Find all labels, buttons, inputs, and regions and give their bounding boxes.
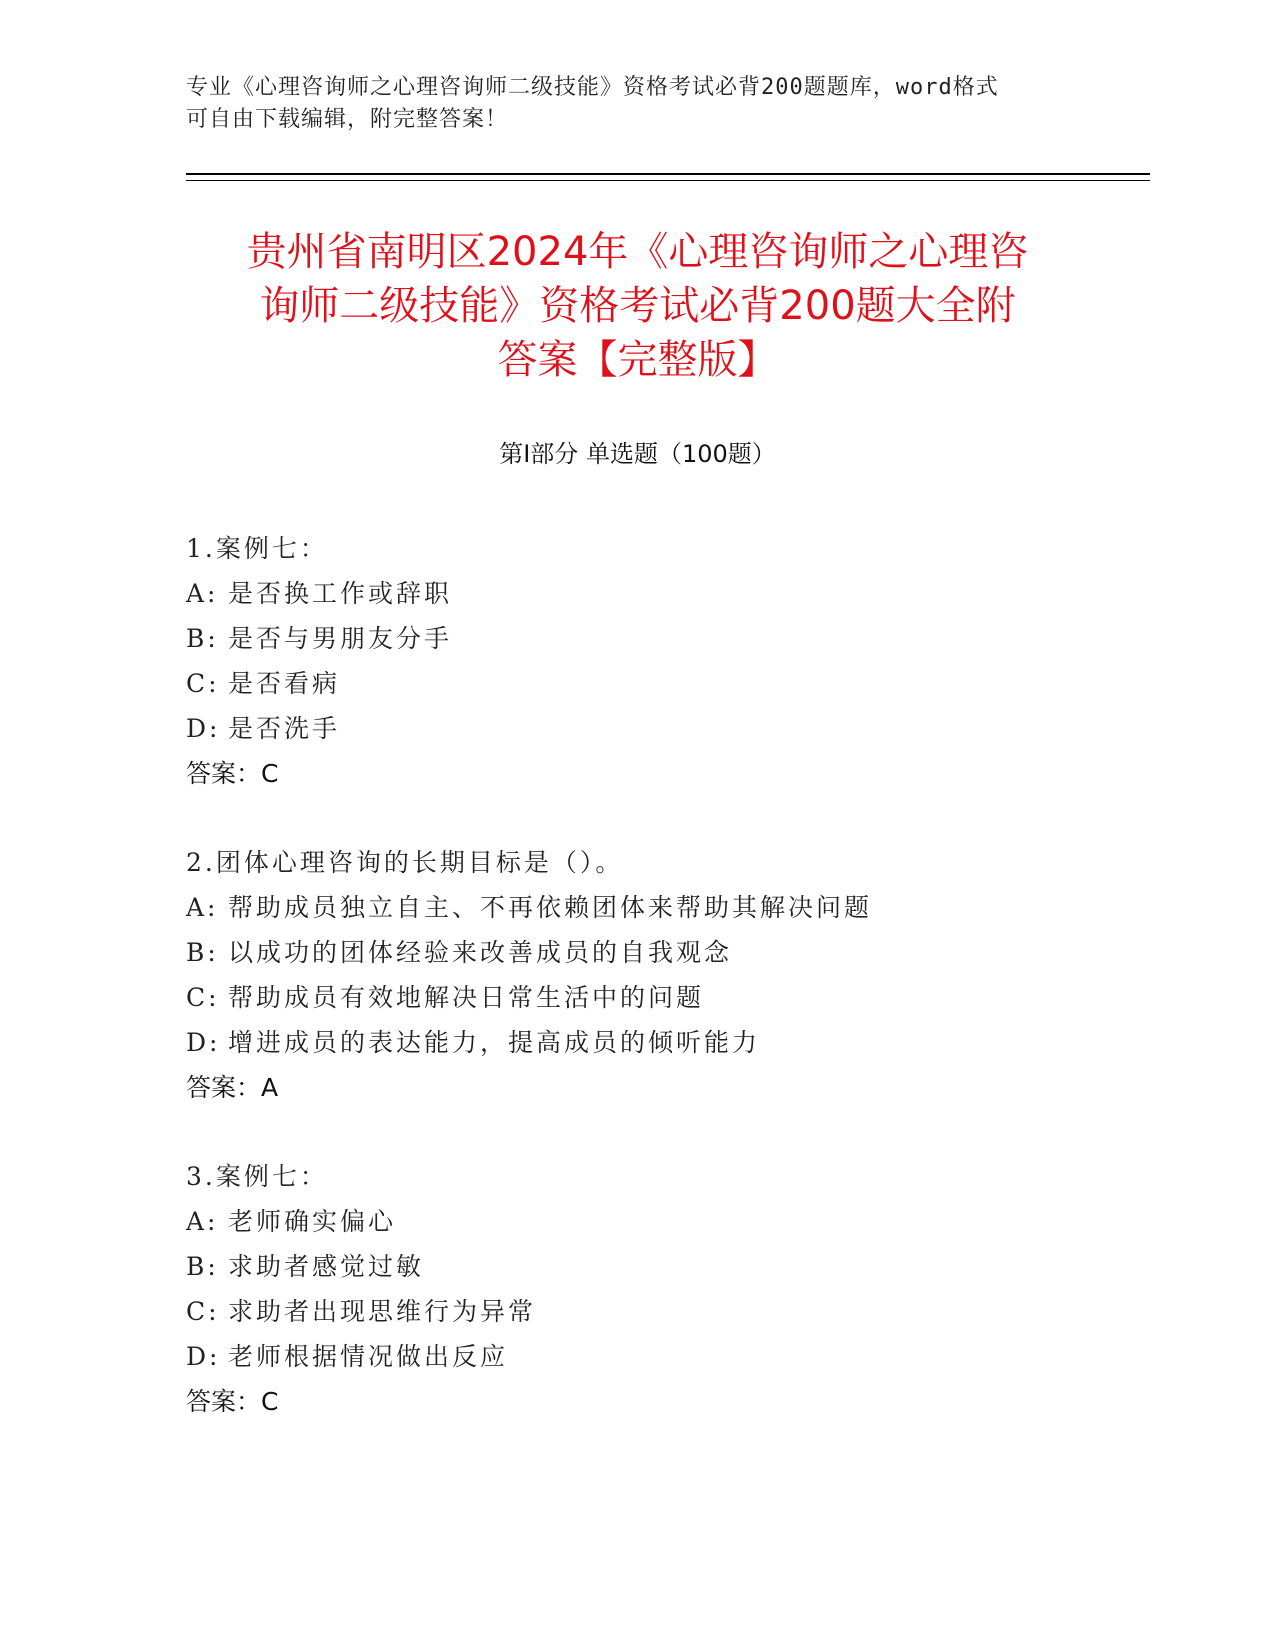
option-c	[186, 661, 1146, 706]
option-text: 求助者出现思维行为异常	[228, 1297, 537, 1326]
option-text: 求助者感觉过敏	[228, 1252, 425, 1281]
option-a	[186, 885, 1146, 930]
document-title	[150, 225, 1125, 387]
option-b	[186, 616, 1146, 661]
option-letter: B:	[186, 624, 219, 653]
header-note-line-1: 专业《心理咨询师之心理咨询师二级技能》资格考试必背200题题库，word格式	[186, 75, 999, 100]
option-text: 帮助成员有效地解决日常生活中的问题	[228, 983, 705, 1012]
question-answer: 答案：C	[186, 1387, 279, 1416]
header-divider-thin	[186, 180, 1150, 181]
option-a	[186, 571, 1146, 616]
document-title-line-2: 询师二级技能》资格考试必背200题大全附	[259, 283, 1016, 329]
option-letter: C:	[186, 983, 220, 1012]
option-letter: A:	[186, 893, 219, 922]
question-stem: 2.团体心理咨询的长期目标是（）。	[186, 848, 624, 877]
section-heading: 第Ⅰ部分 单选题（100题）	[499, 440, 776, 468]
option-letter: C:	[186, 1297, 220, 1326]
option-c	[186, 975, 1146, 1020]
header-divider-thick	[186, 173, 1150, 175]
option-text: 是否洗手	[228, 714, 341, 743]
question-answer: 答案：C	[186, 759, 279, 788]
option-letter: B:	[186, 938, 219, 967]
option-d	[186, 706, 1146, 751]
option-text: 老师根据情况做出反应	[228, 1342, 509, 1371]
option-letter: B:	[186, 1252, 219, 1281]
option-text: 是否看病	[228, 669, 341, 698]
question-list	[186, 526, 1146, 1468]
question-item	[186, 1154, 1146, 1424]
document-title-line-1: 贵州省南明区2024年《心理咨询师之心理咨	[246, 229, 1029, 275]
option-b	[186, 1244, 1146, 1289]
question-item	[186, 526, 1146, 796]
question-stem: 3.案例七：	[186, 1162, 328, 1191]
option-text: 以成功的团体经验来改善成员的自我观念	[228, 938, 733, 967]
option-d	[186, 1334, 1146, 1379]
option-text: 帮助成员独立自主、不再依赖团体来帮助其解决问题	[228, 893, 873, 922]
option-letter: A:	[186, 579, 219, 608]
option-text: 是否与男朋友分手	[228, 624, 453, 653]
question-answer: 答案：A	[186, 1073, 279, 1102]
option-a	[186, 1199, 1146, 1244]
option-letter: D:	[186, 714, 221, 743]
question-item	[186, 840, 1146, 1110]
option-letter: D:	[186, 1342, 221, 1371]
option-d	[186, 1020, 1146, 1065]
option-letter: D:	[186, 1028, 221, 1057]
document-title-line-3: 答案【完整版】	[497, 337, 778, 383]
header-note-line-2: 可自由下载编辑，附完整答案！	[186, 107, 509, 132]
option-text: 增进成员的表达能力，提高成员的倾听能力	[228, 1028, 761, 1057]
option-c	[186, 1289, 1146, 1334]
option-text: 是否换工作或辞职	[228, 579, 453, 608]
option-letter: C:	[186, 669, 220, 698]
question-stem: 1.案例七：	[186, 534, 328, 563]
document-header-note	[186, 72, 1086, 136]
option-text: 老师确实偏心	[228, 1207, 397, 1236]
option-letter: A:	[186, 1207, 219, 1236]
option-b	[186, 930, 1146, 975]
